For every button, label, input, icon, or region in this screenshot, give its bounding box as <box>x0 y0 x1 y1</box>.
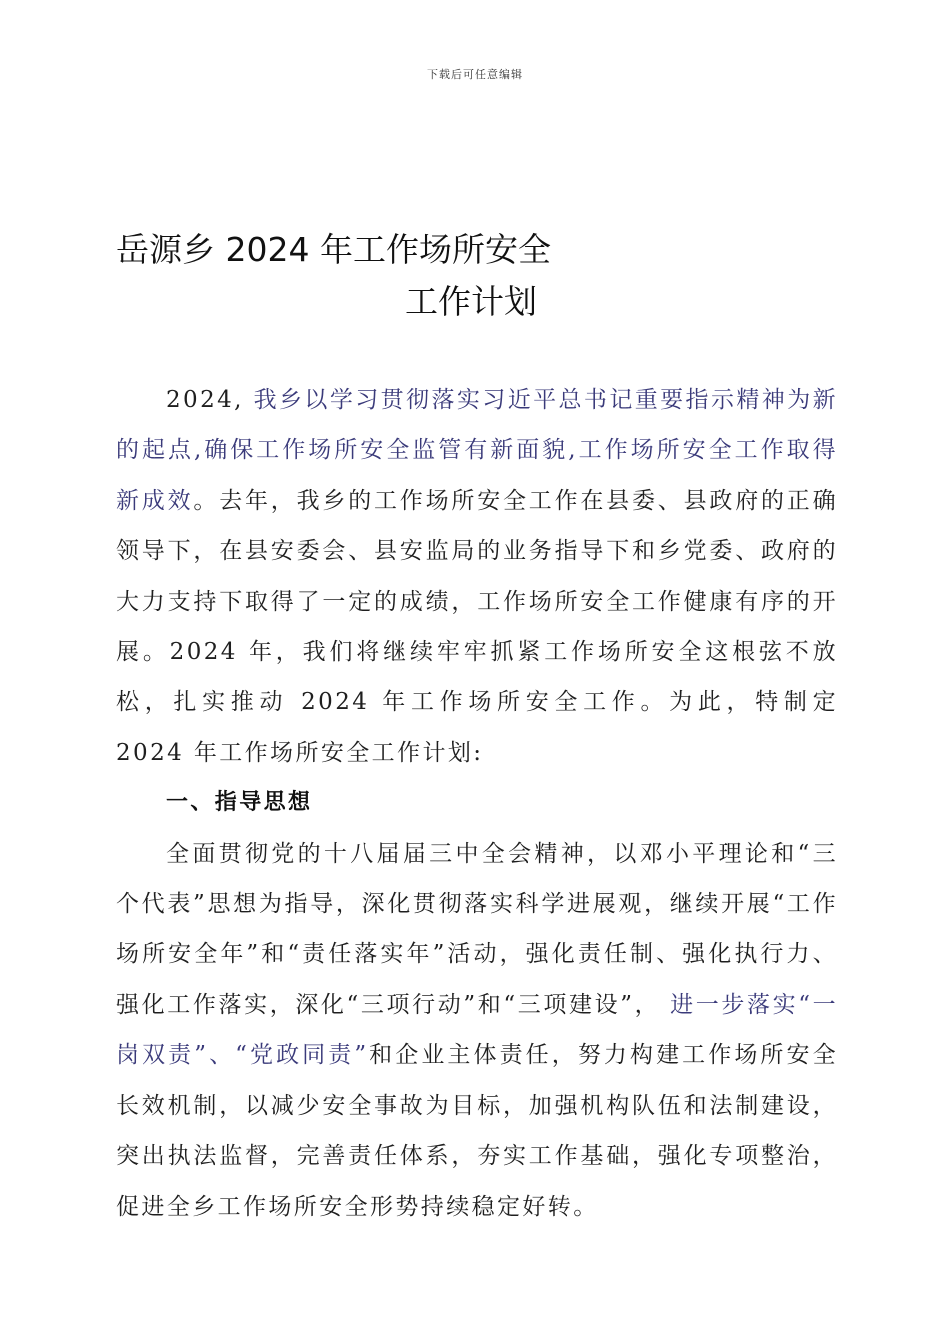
section-heading-guiding-thought: 一、指导思想 <box>166 790 313 816</box>
intro-highlight: 我乡以学习贯彻落实习近平总书记重要指示精神为新的起点,确保工作场所安全监管有新面貌,工作场所安全工作取得新成效 <box>116 387 839 514</box>
document-title-line1: 岳源乡 2024 年工作场所安全 <box>116 230 551 269</box>
header-note: 下载后可任意编辑 <box>427 68 523 81</box>
guiding-thought-part1: 全面贯彻党的十八届届三中全会精神，以邓小平理论和“三个代表”思想为指导，深化贯彻落实科学进展观，继续开展“工作场所安全年”和“责任落实年”活动，强化责任制、强化执行力、强化工作落实，深化“三项行动”和“三项建设”， <box>116 840 838 1018</box>
intro-year: 2024, <box>166 387 244 413</box>
intro-paragraph <box>116 375 838 778</box>
guiding-thought-part2: 和企业主体责任，努力构建工作场所安全长效机制，以减少安全事故为目标，加强机构队伍和法制建设，突出执法监督，完善责任体系，夯实工作基础，强化专项整治，促进全乡工作场所安全形势持续稳定好转。 <box>116 1042 838 1220</box>
document-title-line2: 工作计划 <box>405 282 537 321</box>
document-body <box>116 375 838 1232</box>
intro-rest: 。去年，我乡的工作场所安全工作在县委、县政府的正确领导下，在县安委会、县安监局的业务指导下和乡党委、政府的大力支持下取得了一定的成绩，工作场所安全工作健康有序的开展。2024 年，我们将继续牢牢抓紧工作场所安全这根弦不放松，扎实推动 2024 年工作场所安全工作。为此，特制定 2024 年工作场所安全工作计划: <box>116 487 839 766</box>
guiding-thought-paragraph <box>116 829 838 1232</box>
guiding-thought-highlight: 进一步落实“一岗双责”、“党政同责” <box>116 991 839 1069</box>
